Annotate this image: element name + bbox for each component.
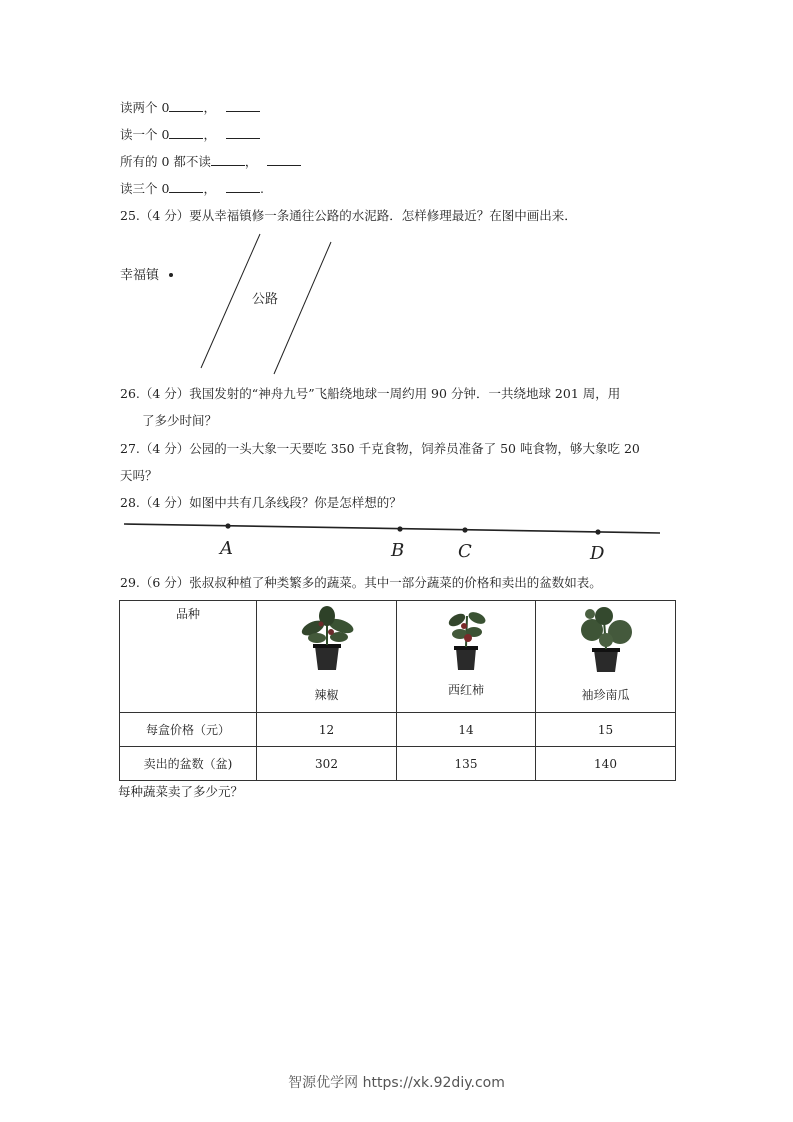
header-label-cell [120, 601, 257, 713]
answer-blank[interactable] [267, 153, 301, 166]
variety-cell-pepper [257, 601, 397, 713]
q28-question: 28.（4 分）如图中共有几条线段？你是怎样想的？ [120, 495, 402, 510]
town-point [169, 273, 173, 277]
q27-question-line1: 27.（4 分）公园的一头大象一天要吃 350 千克食物，饲养员准备了 50 吨食物，够大象吃 20 [120, 441, 640, 456]
label-c: C [458, 541, 472, 562]
table-row-sold [120, 747, 676, 781]
q29-question: 29.（6 分）张叔叔种植了种类繁多的蔬菜。其中一部分蔬菜的价格和卖出的盆数如表。 [120, 575, 602, 590]
variety-cell-pumpkin [536, 601, 676, 713]
price-cell: 15 [536, 713, 676, 747]
header-label: 品种 [175, 607, 200, 621]
q24-line-text: 读三个 0 [120, 181, 170, 196]
point-b [397, 526, 402, 531]
label-d: D [590, 543, 605, 564]
road-label: 公路 [252, 292, 279, 307]
separator: ， [203, 100, 216, 115]
answer-blank[interactable] [226, 99, 260, 112]
pumpkin-plant-icon [566, 604, 646, 676]
road-edge-right [274, 242, 331, 374]
variety-cell-tomato [397, 601, 536, 713]
answer-blank[interactable] [226, 180, 260, 193]
vegetable-table [119, 600, 676, 781]
q29-subquestion: 每种蔬菜卖了多少元？ [118, 784, 244, 799]
label-a: A [220, 538, 233, 559]
segment-diagram [118, 516, 668, 566]
separator: ， [244, 154, 258, 169]
sold-cell: 302 [257, 747, 397, 781]
q24-line-2 [120, 125, 260, 143]
q25-question: 25.（4 分）要从幸福镇修一条通往公路的水泥路．怎样修理最近？在图中画出来． [120, 208, 577, 223]
road-diagram [110, 228, 350, 378]
page-footer: 智源优学网 https://xk.92diy.com [288, 1075, 505, 1091]
answer-blank[interactable] [226, 126, 260, 139]
answer-blank[interactable] [169, 99, 203, 112]
point-c [462, 527, 467, 532]
answer-blank[interactable] [169, 126, 203, 139]
q24-line-4 [120, 179, 264, 197]
separator: ， [203, 181, 216, 196]
separator: ， [203, 127, 216, 142]
q26-question-line1: 26.（4 分）我国发射的“神舟九号”飞船绕地球一周约用 90 分钟．一共绕地球 201 周，用 [120, 386, 621, 401]
variety-name: 西红柿 [447, 683, 484, 697]
variety-name: 袖珍南瓜 [581, 688, 630, 702]
answer-blank[interactable] [211, 153, 245, 166]
q24-line-3 [120, 152, 301, 170]
tomato-plant-icon [426, 604, 506, 676]
q24-line-text: 读一个 0 [120, 127, 170, 142]
segment-line [124, 524, 660, 533]
point-d [595, 529, 600, 534]
variety-name: 辣椒 [314, 688, 339, 702]
table-row-varieties [120, 601, 676, 713]
label-b: B [391, 540, 405, 561]
price-cell: 12 [257, 713, 397, 747]
table-row-prices [120, 713, 676, 747]
q24-line-text: 读两个 0 [120, 100, 170, 115]
town-label: 幸福镇 [120, 268, 160, 283]
point-a [225, 523, 230, 528]
price-row-label: 每盒价格（元） [120, 713, 257, 747]
q24-line-text: 所有的 0 都不读 [120, 154, 211, 169]
sold-cell: 135 [397, 747, 536, 781]
price-cell: 14 [397, 713, 536, 747]
sold-row-label: 卖出的盆数（盆) [120, 747, 257, 781]
q24-line-1 [120, 98, 260, 116]
sold-cell: 140 [536, 747, 676, 781]
answer-blank[interactable] [169, 180, 203, 193]
pepper-plant-icon [287, 604, 367, 676]
q27-question-line2: 天吗？ [120, 468, 158, 483]
line-end: . [259, 181, 264, 196]
q26-question-line2: 了多少时间？ [142, 413, 218, 428]
